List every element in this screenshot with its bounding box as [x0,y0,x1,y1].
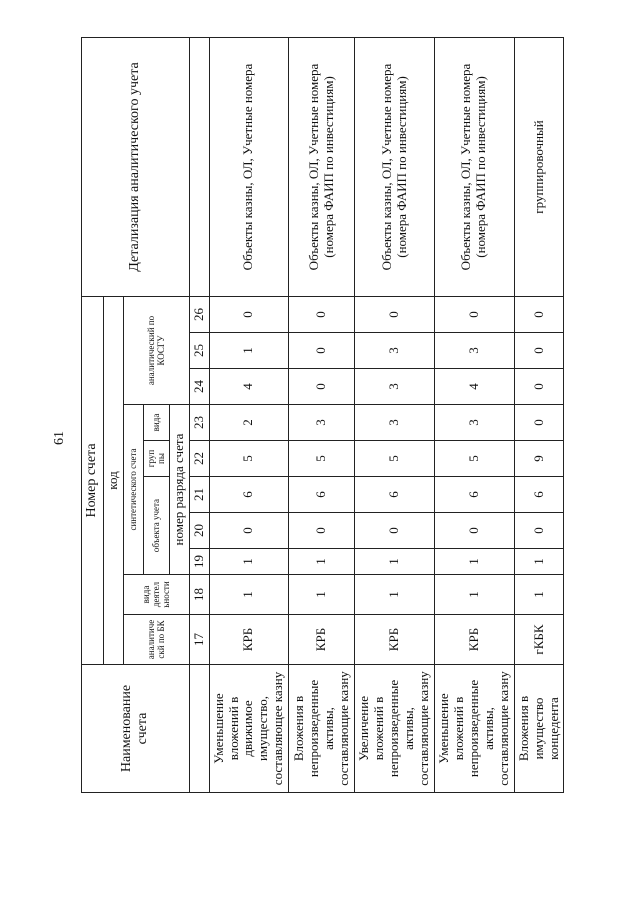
digit-col-21: 21 [189,477,209,513]
header-account-number: Номер счета [82,296,104,664]
header-group: груп пы [143,441,169,477]
row-digit: 0 [514,296,564,332]
row-digit: 1 [355,549,435,575]
row-digit: 6 [514,477,564,513]
row-digit: 0 [289,369,355,405]
row-digit: 0 [514,513,564,549]
row-name: Вложения в имущество концедента [514,665,564,793]
table-row [289,37,355,792]
row-detail: Объекты казны, ОЛ, Учетные номера (номера ФАИП по инвестициям) [434,37,514,296]
header-activity-type: вида деятел ьности [123,575,189,615]
row-digit: 1 [514,549,564,575]
row-name: Вложения в непроизведенные активы, составляющие казну [289,665,355,793]
digit-col-22: 22 [189,441,209,477]
row-digit: 5 [209,441,289,477]
row-digit: КРБ [434,615,514,665]
row-digit: 0 [289,296,355,332]
row-digit: 0 [209,513,289,549]
row-detail: Объекты казны, ОЛ, Учетные номера [209,37,289,296]
header-account-name: Наименование счета [82,665,190,793]
row-digit: 1 [209,333,289,369]
row-digit: 6 [289,477,355,513]
header-type: вида [143,405,169,441]
table-row [434,37,514,792]
digit-col-23: 23 [189,405,209,441]
row-digit: 5 [355,441,435,477]
header-synthetic: синтетического счета [123,405,143,575]
row-digit: 3 [289,405,355,441]
rotated-page [81,38,561,793]
row-digit: 0 [289,333,355,369]
header-detail: Детализация аналитического учета [82,37,190,296]
header-analytic-kosgu: аналитический по КОСГУ [123,296,189,404]
row-digit: 6 [434,477,514,513]
row-digit: 1 [289,575,355,615]
page-number: 61 [52,431,67,445]
table-row [209,37,289,792]
row-name: Уменьшение вложений в движимое имущество, составляющее казну [209,665,289,793]
row-detail: группировочный [514,37,564,296]
row-digit: КРБ [355,615,435,665]
row-digit: 3 [434,333,514,369]
row-digit: 1 [289,549,355,575]
row-digit: 1 [434,549,514,575]
row-digit: 0 [514,333,564,369]
row-digit: КРБ [289,615,355,665]
row-digit: 5 [434,441,514,477]
header-code: код [104,296,124,664]
row-digit: 0 [434,296,514,332]
header-spacer [189,37,209,296]
row-digit: 1 [514,575,564,615]
row-detail: Объекты казны, ОЛ, Учетные номера (номера ФАИП по инвестициям) [355,37,435,296]
header-digit-number: номер разряда счета [169,405,189,575]
table-row [355,37,435,792]
row-digit: 6 [355,477,435,513]
row-digit: 3 [355,405,435,441]
row-digit: гКБК [514,615,564,665]
row-digit: 2 [209,405,289,441]
row-digit: 0 [514,369,564,405]
row-digit: 5 [289,441,355,477]
row-digit: 1 [434,575,514,615]
row-digit: 3 [355,369,435,405]
digit-col-18: 18 [189,575,209,615]
header-analytic-bk: аналитиче скй по БК [123,615,189,665]
digit-col-19: 19 [189,549,209,575]
row-name: Увеличение вложений в непроизведенные активы, составляющие казну [355,665,435,793]
row-digit: 3 [355,333,435,369]
digit-col-26: 26 [189,296,209,332]
digit-col-24: 24 [189,369,209,405]
row-digit: 1 [209,549,289,575]
row-digit: 9 [514,441,564,477]
header-spacer [189,665,209,793]
row-digit: 0 [514,405,564,441]
header-account-object: объекта учета [143,477,169,575]
row-digit: 0 [209,296,289,332]
row-digit: 4 [209,369,289,405]
row-digit: 0 [355,296,435,332]
digit-col-17: 17 [189,615,209,665]
row-digit: 4 [434,369,514,405]
row-digit: 1 [209,575,289,615]
row-detail: Объекты казны, ОЛ, Учетные номера (номера ФАИП по инвестициям) [289,37,355,296]
table-row [514,37,564,792]
row-digit: 6 [209,477,289,513]
row-digit: 0 [434,513,514,549]
row-digit: 0 [289,513,355,549]
row-digit: 1 [355,575,435,615]
row-digit: 3 [434,405,514,441]
digit-col-20: 20 [189,513,209,549]
row-digit: КРБ [209,615,289,665]
row-digit: 0 [355,513,435,549]
accounts-table [81,37,564,793]
row-name: Уменьшение вложений в непроизведенные активы, составляющие казну [434,665,514,793]
digit-col-25: 25 [189,333,209,369]
